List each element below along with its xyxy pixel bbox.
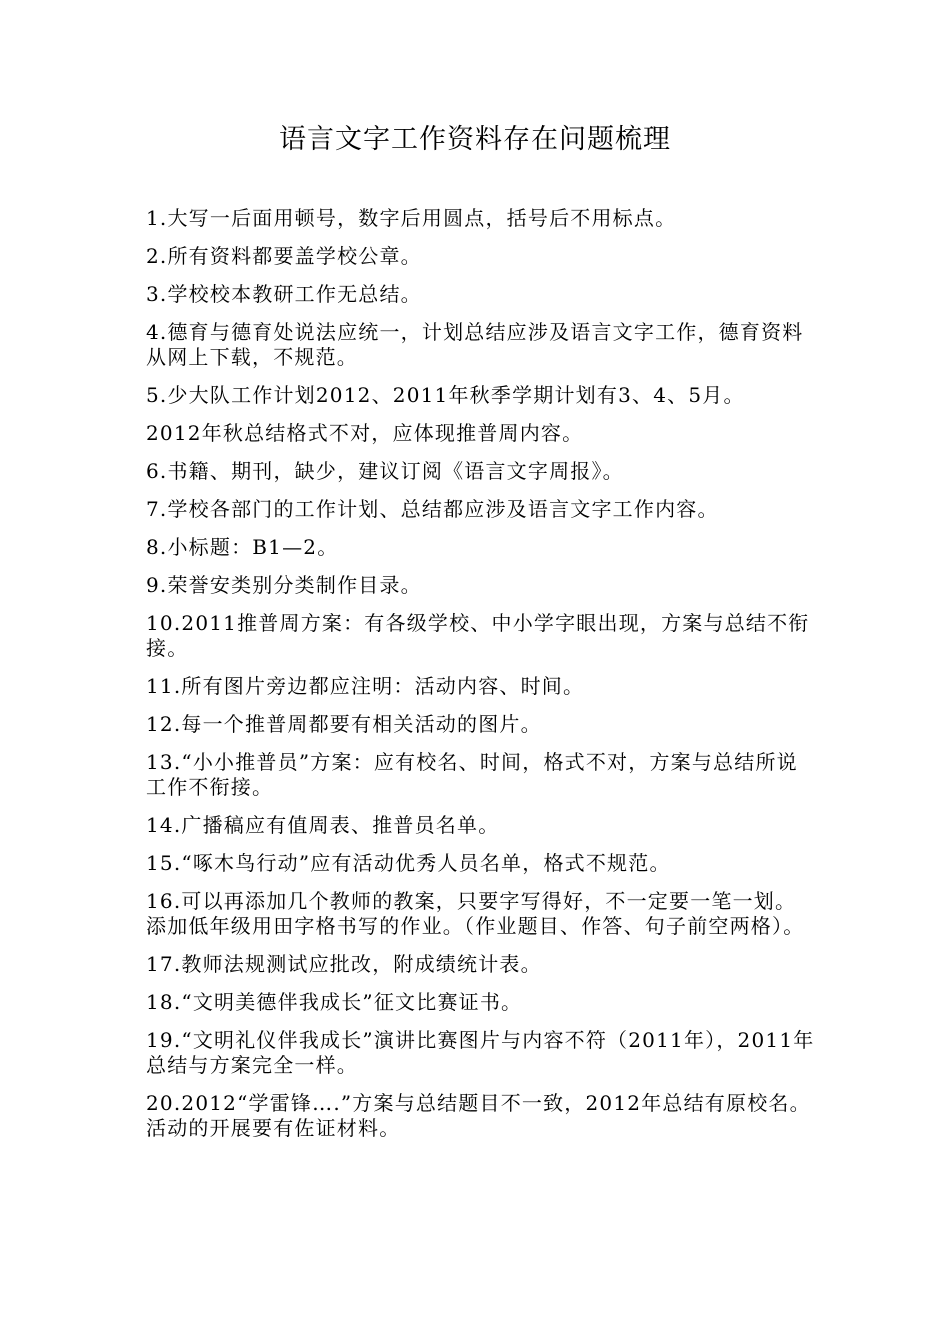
issue-item-3: 3.学校校本教研工作无总结。 [146, 282, 422, 306]
issue-item-4: 4.德育与德育处说法应统一，计划总结应涉及语言文字工作，德育资料从网上下载，不规范。 [146, 320, 804, 369]
issue-item-8: 8.小标题：B1—2。 [146, 535, 339, 559]
issue-item-5: 5.少大队工作计划2012、2011年秋季学期计划有3、4、5月。 [146, 383, 745, 407]
issue-item-11: 11.所有图片旁边都应注明：活动内容、时间。 [146, 674, 585, 698]
issue-item-19: 19.“文明礼仪伴我成长”演讲比赛图片与内容不符（2011年），2011年总结与方案完全一样。 [146, 1028, 815, 1077]
issue-item-6: 6.书籍、期刊，缺少，建议订阅《语言文字周报》。 [146, 459, 624, 483]
issue-item-15: 15.“啄木鸟行动”应有活动优秀人员名单，格式不规范。 [146, 851, 671, 875]
issue-item-12: 12.每一个推普周都要有相关活动的图片。 [146, 712, 542, 736]
issue-item-13: 13.“小小推普员”方案：应有校名、时间，格式不对，方案与总结所说工作不衔接。 [146, 750, 798, 799]
issue-list [146, 206, 816, 1154]
document-title: 语言文字工作资料存在问题梳理 [279, 124, 671, 155]
issue-item-20: 20.2012“学雷锋….”方案与总结题目不一致，2012年总结有原校名。活动的开展要有佐证材料。 [146, 1091, 811, 1140]
issue-item-16: 16.可以再添加几个教师的教案，只要字写得好，不一定要一笔一划。添加低年级用田字格书写的作业。（作业题目、作答、句子前空两格）。 [146, 889, 805, 938]
issue-item-1: 1.大写一后面用顿号，数字后用圆点，括号后不用标点。 [146, 206, 677, 230]
issue-item-7: 7.学校各部门的工作计划、总结都应涉及语言文字工作内容。 [146, 497, 719, 521]
issue-item-14: 14.广播稿应有值周表、推普员名单。 [146, 813, 500, 837]
issue-item-5-continued: 2012年秋总结格式不对，应体现推普周内容。 [146, 421, 584, 445]
issue-item-9: 9.荣誉安类别分类制作目录。 [146, 573, 422, 597]
issue-item-2: 2.所有资料都要盖学校公章。 [146, 244, 422, 268]
issue-item-17: 17.教师法规测试应批改，附成绩统计表。 [146, 952, 542, 976]
issue-item-10: 10.2011推普周方案：有各级学校、中小学字眼出现，方案与总结不衔接。 [146, 611, 810, 660]
issue-item-18: 18.“文明美德伴我成长”征文比赛证书。 [146, 990, 523, 1014]
